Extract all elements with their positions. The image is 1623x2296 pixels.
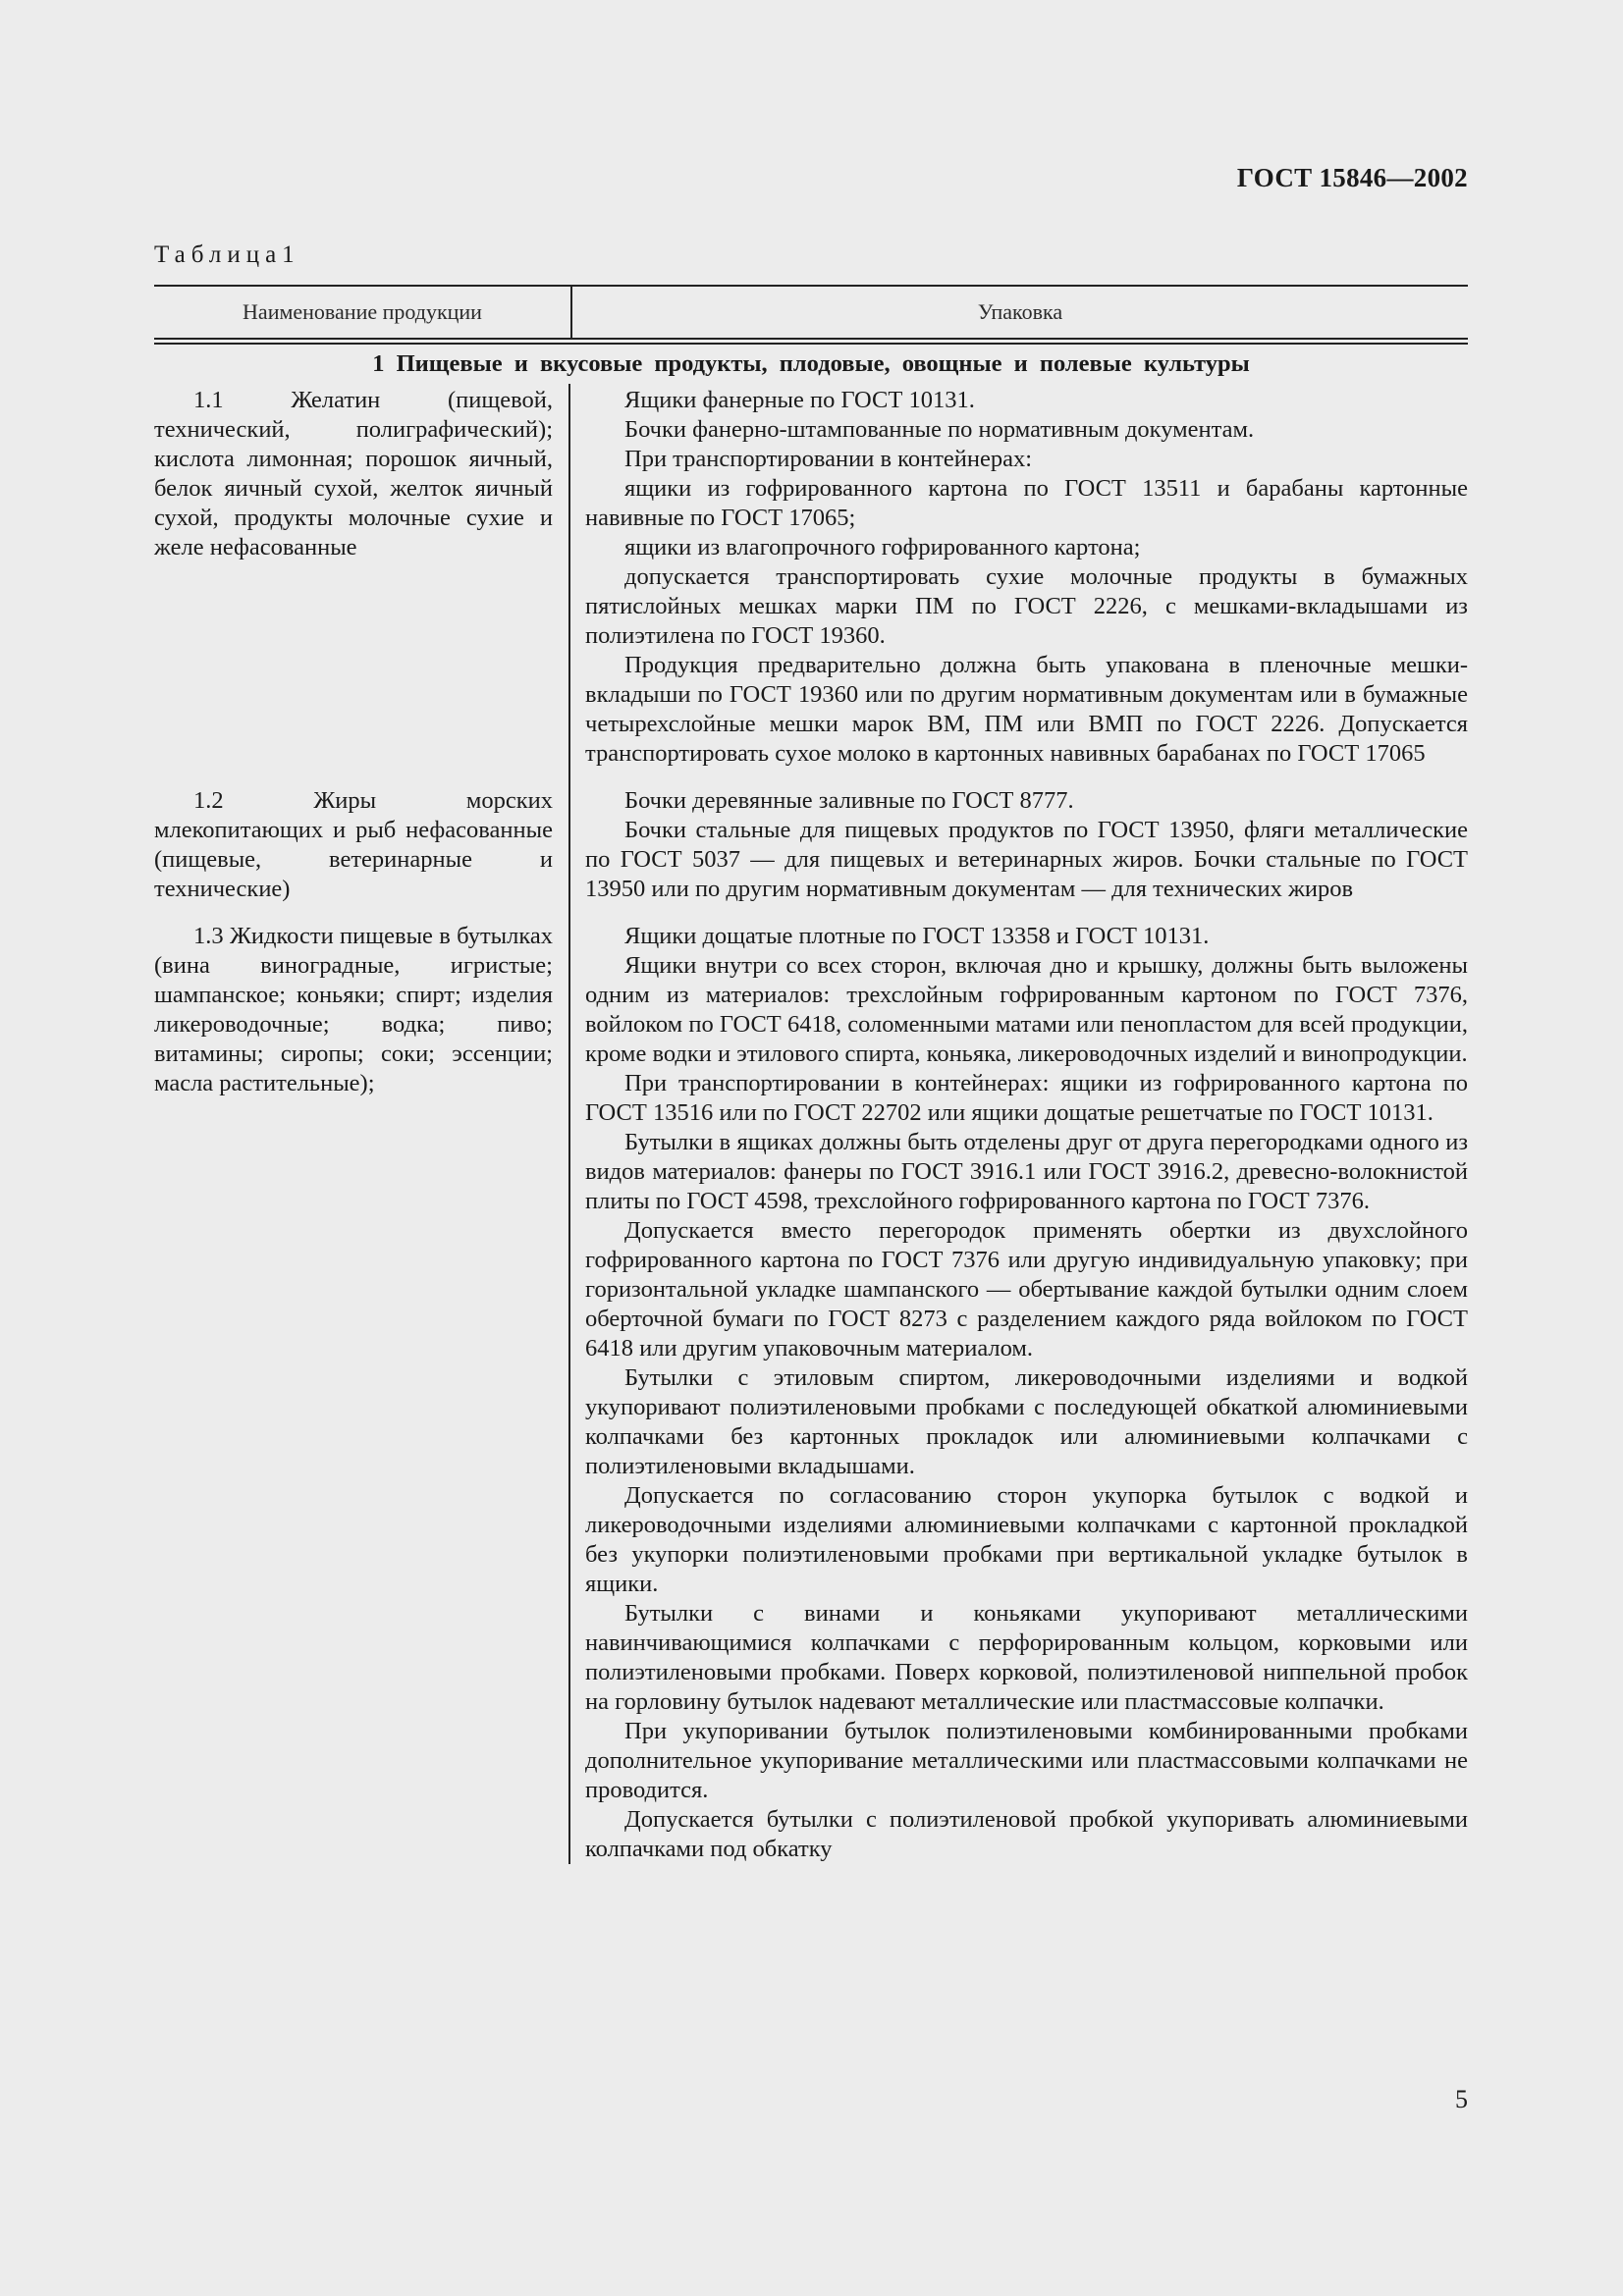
header-divider [154,338,1468,345]
packaging-paragraph: Допускается вместо перегородок применять обертки из двухслойного гофрированного картона по ГОСТ 7376 или другую индивидуальную упаковку; при горизонтальной укладке шампанского — обертывание каждой бутылки одним слоем оберточной бумаги по ГОСТ 8273 с разделением каждого ряда войлоком по ГОСТ 6418 или другим упаковочным материалом. [585,1217,1468,1362]
table-header [154,285,1468,338]
packaging-paragraph: ящики из влагопрочного гофрированного картона; [624,534,1141,561]
product-name-text: 1.2 Жиры морских млекопитающих и рыб нефасованные (пищевые, ветеринарные и технические) [154,787,553,902]
section-title: 1 Пищевые и вкусовые продукты, плодовые, овощные и полевые культуры [372,350,1250,377]
packaging-table [154,285,1468,1864]
packaging-paragraph: Ящики дощатые плотные по ГОСТ 13358 и ГОСТ 10131. [624,923,1210,949]
packaging-paragraph: Бочки деревянные заливные по ГОСТ 8777. [624,787,1074,814]
packaging-paragraph: Ящики внутри со всех сторон, включая дно и крышку, должны быть выложены одним из материалов: трехслойным гофрированным картоном по ГОСТ 7376, войлоком по ГОСТ 6418, соломенными матами или пенопластом для всей продукции, кроме водки и этилового спирта, коньяка, ликероводочных изделий и винопродукции. [585,952,1468,1067]
table-caption: Таблица1 [154,241,300,268]
packaging-paragraph: допускается транспортировать сухие молочные продукты в бумажных пятислойных мешках марки ПМ по ГОСТ 2226, с мешками-вкладышами из полиэтилена по ГОСТ 19360. [585,563,1468,649]
packaging-cell [570,904,1468,1864]
table-body [154,384,1468,1864]
table-row [154,769,1468,904]
column-header-packaging: Упаковка [977,299,1063,324]
product-name-text: 1.1 Желатин (пищевой, технический, полиграфический); кислота лимонная; порошок яичный, белок яичный сухой, желток яичный сухой, продукты молочные сухие и желе нефасованные [154,387,553,561]
packaging-paragraph: При транспортировании в контейнерах: [624,446,1033,472]
packaging-paragraph: Допускается бутылки с полиэтиленовой пробкой укупоривать алюминиевыми колпачками под обкатку [585,1806,1468,1862]
packaging-paragraph: Бочки стальные для пищевых продуктов по ГОСТ 13950, фляги металлические по ГОСТ 5037 — для пищевых и ветеринарных жиров. Бочки стальные по ГОСТ 13950 или по другим нормативным документам — для технических жиров [585,817,1468,902]
document-id: ГОСТ 15846—2002 [1236,163,1468,192]
product-name-text: 1.3 Жидкости пищевые в бутылках (вина виноградные, игристые; шампанское; коньяки; спирт; изделия ликероводочные; водка; пиво; витамины; сиропы; соки; эссенции; масла растительные); [154,923,553,1096]
product-name-cell [154,904,570,1864]
table-row [154,904,1468,1864]
packaging-paragraph: Бочки фанерно-штампованные по нормативным документам. [624,416,1255,443]
page-number: 5 [1455,2085,1468,2113]
product-name-cell [154,384,570,769]
product-name-cell [154,769,570,904]
packaging-paragraph: При укупоривании бутылок полиэтиленовыми комбинированными пробками дополнительное укупоривание металлическими или пластмассовыми колпачками не проводится. [585,1718,1468,1803]
packaging-paragraph: Бутылки в ящиках должны быть отделены друг от друга перегородками одного из видов материалов: фанеры по ГОСТ 3916.1 или ГОСТ 3916.2, древесно-волокнистой плиты по ГОСТ 4598, трехслойного гофрированного картона по ГОСТ 7376. [585,1129,1468,1214]
packaging-paragraph: Продукция предварительно должна быть упакована в пленочные мешки-вкладыши по ГОСТ 19360 или по другим нормативным документам или в бумажные четырехслойные мешки марок ВМ, ПМ или ВМП по ГОСТ 2226. Допускается транспортировать сухое молоко в картонных навивных барабанах по ГОСТ 17065 [585,652,1468,767]
packaging-cell [570,769,1468,904]
packaging-cell [570,384,1468,769]
packaging-paragraph: Допускается по согласованию сторон укупорка бутылок с водкой и ликероводочными изделиями алюминиевыми колпачками с картонной прокладкой без укупорки полиэтиленовыми пробками при вертикальной укладке бутылок в ящики. [585,1482,1468,1597]
packaging-paragraph: ящики из гофрированного картона по ГОСТ 13511 и барабаны картонные навивные по ГОСТ 17065; [585,475,1468,531]
table-row [154,384,1468,769]
packaging-paragraph: Бутылки с винами и коньяками укупоривают металлическими навинчивающимися колпачками с перфорированным кольцом, корковыми или полиэтиленовыми пробками. Поверх корковой, полиэтиленовой ниппельной пробок на горловину бутылок надевают металлические или пластмассовые колпачки. [585,1600,1468,1715]
packaging-paragraph: При транспортировании в контейнерах: ящики из гофрированного картона по ГОСТ 13516 или по ГОСТ 22702 или ящики дощатые решетчатые по ГОСТ 10131. [585,1070,1468,1126]
packaging-paragraph: Ящики фанерные по ГОСТ 10131. [624,387,975,413]
packaging-paragraph: Бутылки с этиловым спиртом, ликероводочными изделиями и водкой укупоривают полиэтиленовыми пробками с последующей обкаткой алюминиевыми колпачками без картонных прокладок или алюминиевыми колпачками с полиэтиленовыми вкладышами. [585,1364,1468,1479]
column-header-product-name: Наименование продукции [154,287,572,338]
